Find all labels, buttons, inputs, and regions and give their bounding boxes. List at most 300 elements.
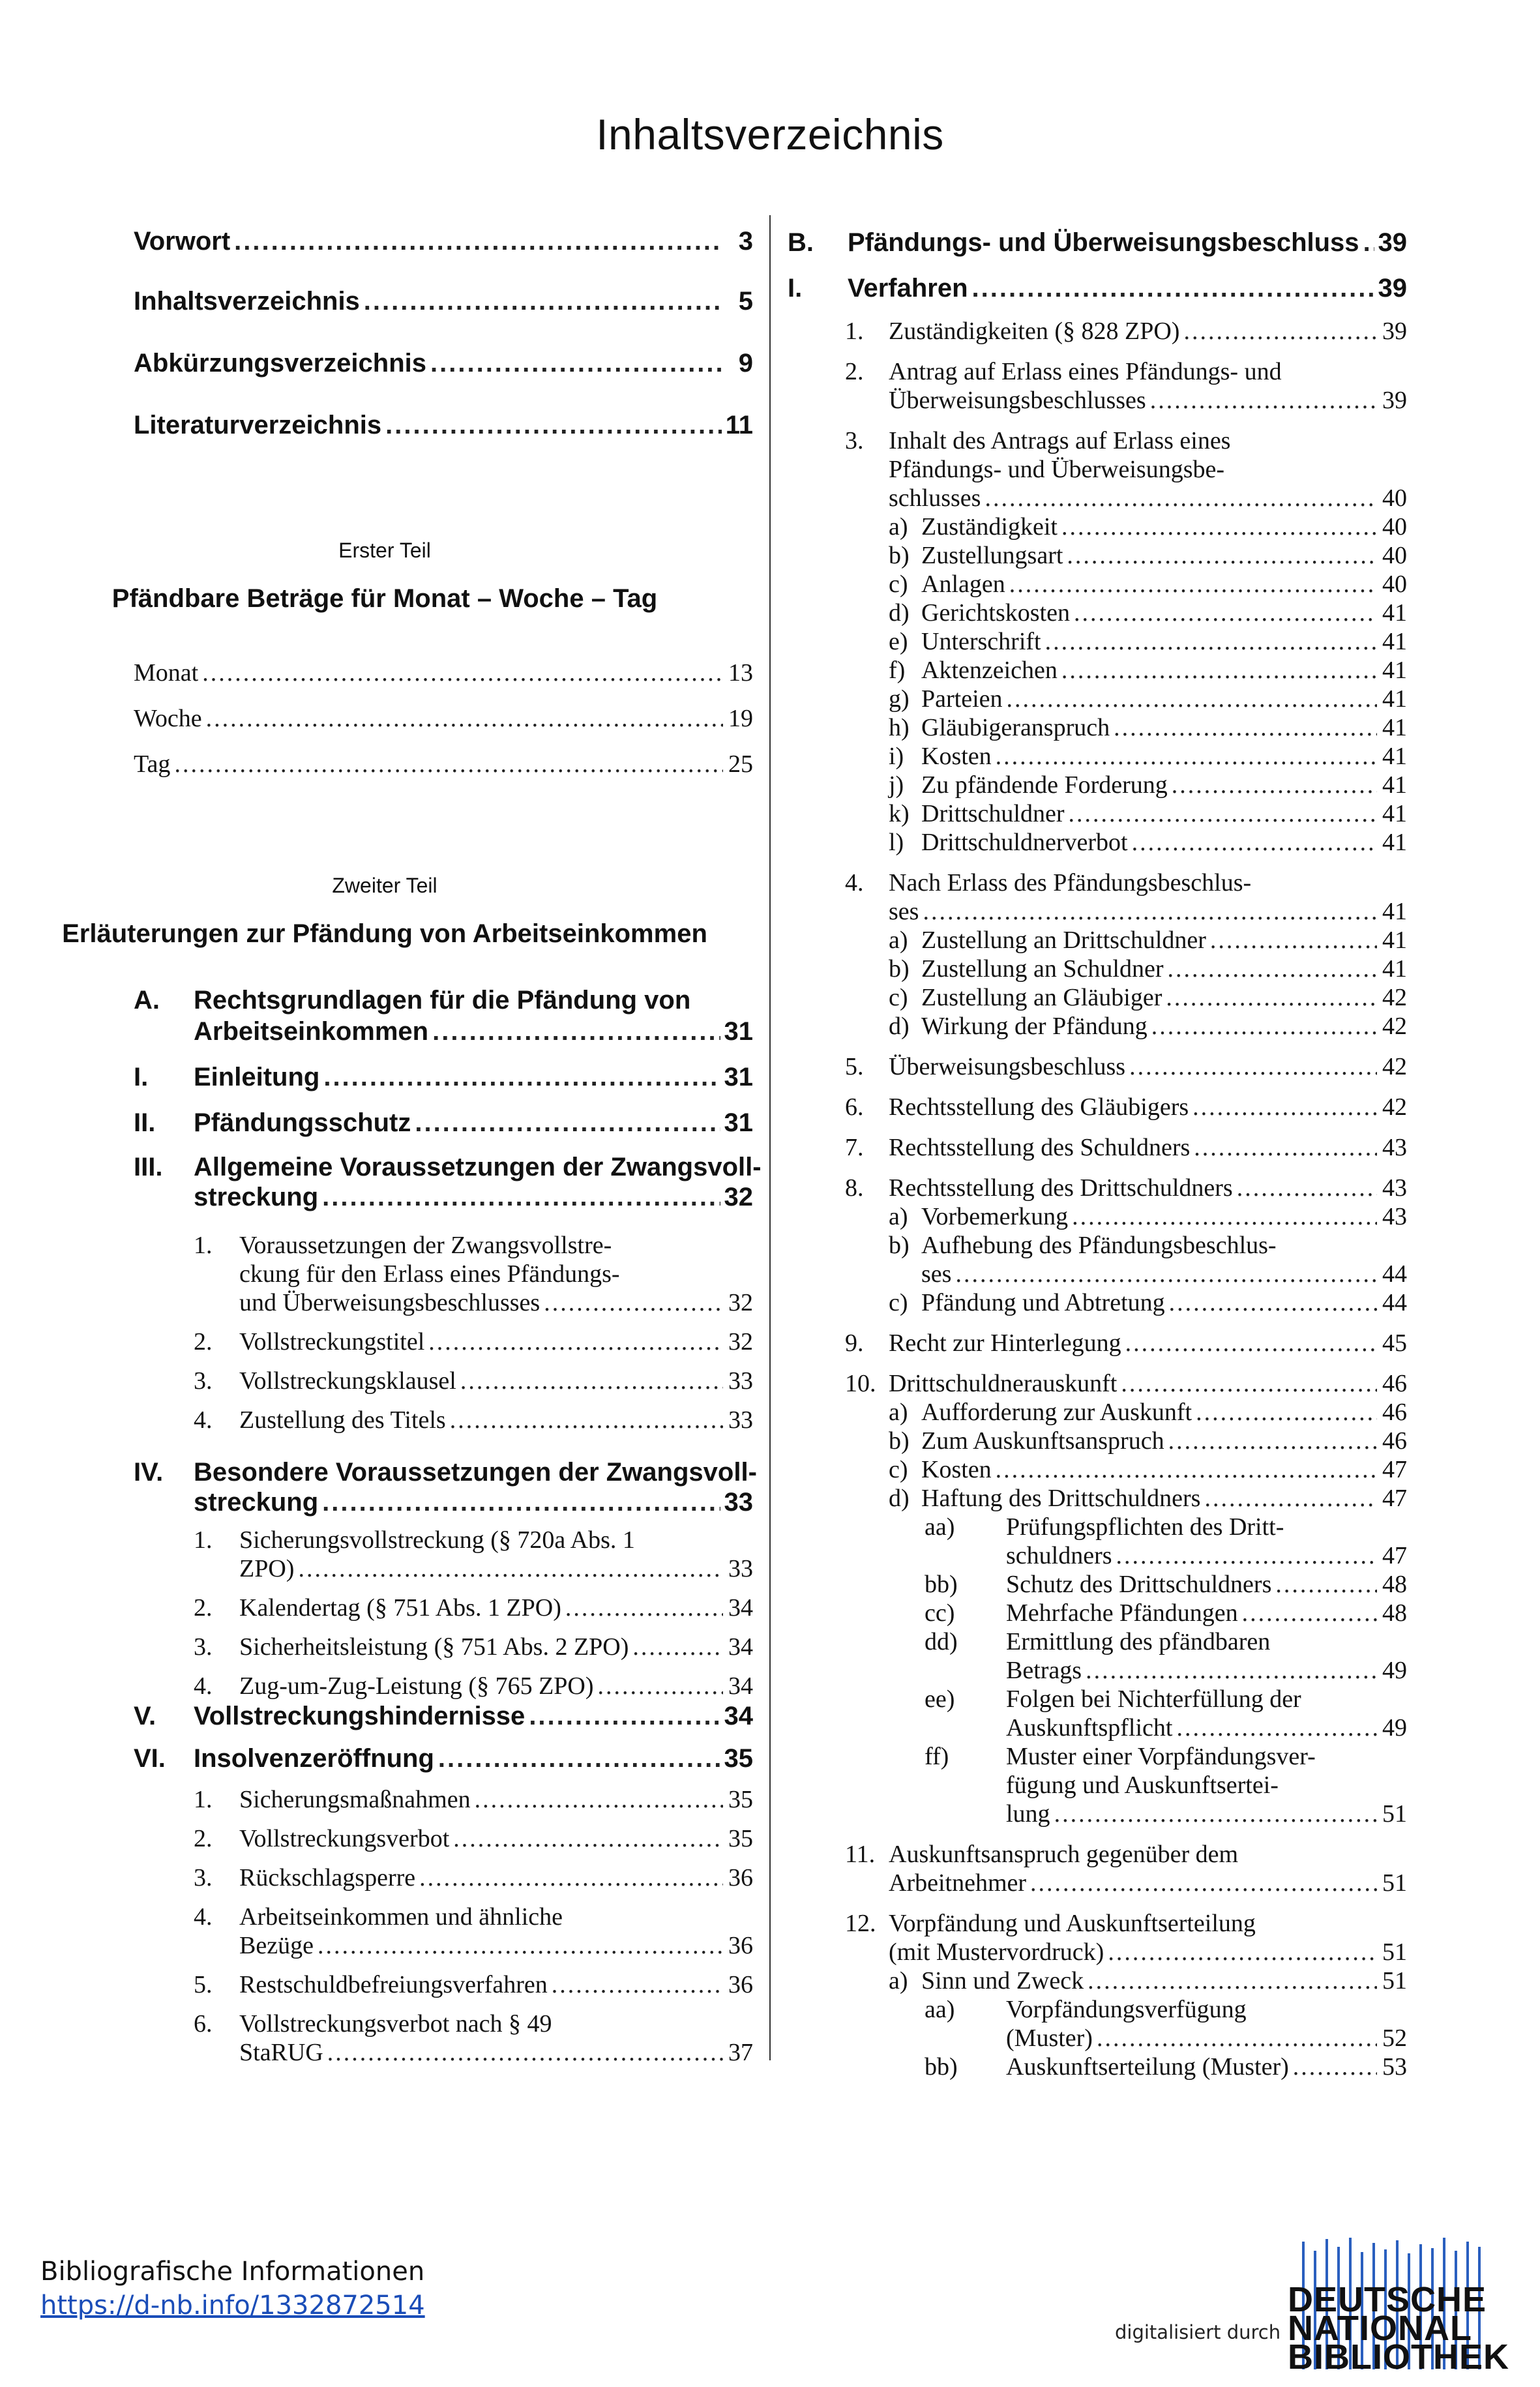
page-number: 36 xyxy=(728,1932,753,1959)
toc-entry-item[interactable] xyxy=(239,1970,753,1999)
subitem-letter: g) xyxy=(889,685,910,713)
entry-title: Sinn und Zweck xyxy=(921,1967,1084,1994)
subitem-letter: b) xyxy=(889,955,910,983)
dot-leader xyxy=(428,1327,723,1356)
toc-entry-subitem[interactable] xyxy=(921,570,1407,599)
page-number: 31 xyxy=(724,1063,753,1091)
subitem-letter: b) xyxy=(889,1427,910,1455)
entry-title: Betrags xyxy=(1006,1657,1082,1684)
item-number: 3. xyxy=(194,1367,213,1395)
toc-entry-section[interactable] xyxy=(194,1108,753,1138)
entry-title: Abkürzungsverzeichnis xyxy=(134,349,427,378)
subitem-letter: b) xyxy=(889,1232,910,1259)
dot-leader xyxy=(955,1260,1377,1288)
toc-entry-item[interactable] xyxy=(889,1938,1407,1966)
entry-title: Monat xyxy=(134,659,199,687)
dot-leader xyxy=(430,349,723,378)
entry-title: Parteien xyxy=(921,685,1003,713)
dot-leader xyxy=(552,1970,723,1999)
dot-leader xyxy=(1061,512,1377,541)
entry-title: Arbeitseinkommen xyxy=(194,1017,429,1046)
toc-entry-item[interactable] xyxy=(889,386,1407,415)
toc-entry-subitem[interactable] xyxy=(921,1427,1407,1455)
dot-leader xyxy=(1045,627,1377,656)
page-number: 5 xyxy=(738,287,753,316)
dnb-logo-line1: DEUTSCHE xyxy=(1288,2280,1487,2319)
toc-entry-part1[interactable] xyxy=(134,704,753,733)
part2-title: Erläuterungen zur Pfändung von Arbeitseinkommen xyxy=(62,919,707,948)
item-number: 6. xyxy=(845,1093,864,1121)
subsubitem-title-line: Prüfungspflichten des Dritt- xyxy=(1006,1513,1284,1541)
entry-title: Kosten xyxy=(921,743,992,770)
entry-title: Einleitung xyxy=(194,1063,320,1091)
entry-title: Inhaltsverzeichnis xyxy=(134,287,360,316)
toc-entry-subitem[interactable] xyxy=(921,799,1407,828)
dot-leader xyxy=(415,1108,720,1138)
section-title-line: Allgemeine Voraussetzungen der Zwangsvoll- xyxy=(194,1153,762,1181)
dnb-logo-line2: NATIONAL xyxy=(1288,2309,1472,2348)
toc-entry-section[interactable] xyxy=(848,274,1407,303)
entry-title: Aktenzeichen xyxy=(921,657,1058,684)
entry-title: streckung xyxy=(194,1488,319,1517)
toc-entry-subsubitem[interactable] xyxy=(1006,1656,1407,1685)
subsubitem-title-line: Folgen bei Nichterfüllung der xyxy=(1006,1685,1301,1713)
subitem-letter: i) xyxy=(889,743,904,770)
page-number: 13 xyxy=(728,659,753,687)
entry-title: Rechtsstellung des Drittschuldners xyxy=(889,1174,1233,1202)
digitized-by-label: digitalisiert durch xyxy=(1115,2321,1281,2343)
toc-entry-subsubitem[interactable] xyxy=(1006,1800,1407,1828)
dot-leader xyxy=(996,742,1377,771)
page-number: 25 xyxy=(728,750,753,778)
page-number: 36 xyxy=(728,1864,753,1891)
page-number: 51 xyxy=(1382,1869,1407,1897)
toc-entry-subitem[interactable] xyxy=(921,1455,1407,1484)
toc-entry-item[interactable] xyxy=(889,1329,1407,1357)
toc-entry-item[interactable] xyxy=(889,1174,1407,1202)
page-number: 42 xyxy=(1382,1013,1407,1040)
subitem-letter: a) xyxy=(889,927,908,954)
item-title-line: Nach Erlass des Pfändungsbeschlus- xyxy=(889,869,1252,897)
dot-leader xyxy=(985,484,1377,512)
section-number: I. xyxy=(788,274,803,303)
toc-entry-subitem[interactable] xyxy=(921,742,1407,771)
dot-leader xyxy=(453,1824,723,1853)
entry-title: Pfändungsschutz xyxy=(194,1108,411,1137)
item-number: 4. xyxy=(194,1672,213,1700)
toc-entry-item[interactable] xyxy=(889,897,1407,926)
dot-leader xyxy=(323,1063,720,1092)
item-title-line: ckung für den Erlass eines Pfändungs- xyxy=(239,1260,620,1288)
toc-entry-subsubitem[interactable] xyxy=(1006,2024,1407,2053)
entry-title: Zu pfändende Forderung xyxy=(921,771,1168,799)
toc-entry-subsubitem[interactable] xyxy=(1006,1599,1407,1627)
toc-entry-subitem[interactable] xyxy=(921,1398,1407,1427)
dnb-logo-line3: BIBLIOTHEK xyxy=(1288,2337,1509,2377)
entry-title: Arbeitnehmer xyxy=(889,1869,1027,1897)
subsubitem-title-line: Muster einer Vorpfändungsver- xyxy=(1006,1743,1316,1770)
page-number: 45 xyxy=(1382,1329,1407,1357)
toc-entry-front[interactable] xyxy=(134,411,753,440)
entry-title: Rückschlagsperre xyxy=(239,1864,416,1891)
page-number: 44 xyxy=(1382,1289,1407,1316)
toc-entry-subsubitem[interactable] xyxy=(1006,1570,1407,1599)
page-number: 42 xyxy=(1382,1093,1407,1121)
toc-entry-part1[interactable] xyxy=(134,659,753,687)
dot-leader xyxy=(475,1785,723,1814)
dot-leader xyxy=(327,2038,723,2067)
dot-leader xyxy=(1169,1288,1377,1317)
subitem-letter: a) xyxy=(889,1967,908,1994)
dot-leader xyxy=(1067,541,1377,570)
subitem-title-line: Aufhebung des Pfändungsbeschlus- xyxy=(921,1232,1277,1259)
entry-title: Vollstreckungshindernisse xyxy=(194,1702,526,1730)
toc-entry-item[interactable] xyxy=(239,1863,753,1892)
subsubitem-title-line: Ermittlung des pfändbaren xyxy=(1006,1628,1271,1655)
page-number: 49 xyxy=(1382,1714,1407,1742)
page-number: 39 xyxy=(1382,318,1407,345)
toc-entry-item[interactable] xyxy=(239,1327,753,1356)
entry-title: Gläubigeranspruch xyxy=(921,714,1110,741)
column-divider xyxy=(769,215,771,2060)
subsubitem-label: bb) xyxy=(925,2053,958,2081)
entry-title: Gerichtskosten xyxy=(921,599,1070,627)
toc-entry-subitem[interactable] xyxy=(921,771,1407,799)
subitem-letter: a) xyxy=(889,513,908,541)
toc-entry-front[interactable] xyxy=(134,349,753,378)
page-number: 34 xyxy=(728,1594,753,1622)
section-number: A. xyxy=(134,986,160,1015)
subitem-letter: e) xyxy=(889,628,908,655)
item-number: 3. xyxy=(194,1633,213,1661)
section-number: B. xyxy=(788,228,814,257)
dot-leader xyxy=(432,1017,720,1046)
toc-entry-section[interactable] xyxy=(194,1063,753,1092)
page-number: 32 xyxy=(724,1183,753,1211)
dot-leader xyxy=(1121,1369,1377,1398)
dot-leader xyxy=(1237,1174,1377,1202)
page-number: 3 xyxy=(738,227,753,256)
page-number: 32 xyxy=(728,1328,753,1356)
toc-entry-item[interactable] xyxy=(889,317,1407,346)
item-number: 4. xyxy=(194,1903,213,1931)
toc-entry-item[interactable] xyxy=(239,1931,753,1960)
toc-entry-item[interactable] xyxy=(239,1594,753,1622)
dot-leader xyxy=(364,287,723,316)
item-number: 9. xyxy=(845,1329,864,1357)
entry-title: Literaturverzeichnis xyxy=(134,411,382,439)
entry-title: Anlagen xyxy=(921,571,1005,598)
dot-leader xyxy=(565,1594,723,1622)
dot-leader xyxy=(1172,771,1377,799)
toc-entry-subitem[interactable] xyxy=(921,983,1407,1012)
entry-title: Zustellung an Drittschuldner xyxy=(921,927,1206,954)
toc-entry-item[interactable] xyxy=(889,484,1407,512)
toc-entry-front[interactable] xyxy=(134,227,753,256)
subitem-letter: j) xyxy=(889,771,904,799)
dot-leader xyxy=(174,750,723,778)
entry-title: StaRUG xyxy=(239,2039,323,2066)
section-number: V. xyxy=(134,1702,156,1730)
page-number: 41 xyxy=(1382,771,1407,799)
page-number: 41 xyxy=(1382,599,1407,627)
toc-entry-subitem[interactable] xyxy=(921,828,1407,857)
dot-leader xyxy=(1183,317,1377,346)
item-title-line: Vorpfändung und Auskunftserteilung xyxy=(889,1910,1256,1937)
toc-entry-item[interactable] xyxy=(239,2038,753,2067)
item-title-line: Antrag auf Erlass eines Pfändungs- und xyxy=(889,358,1282,385)
entry-title: Vollstreckungsklausel xyxy=(239,1367,456,1395)
dot-leader xyxy=(460,1367,723,1395)
toc-entry-item[interactable] xyxy=(239,1406,753,1434)
item-number: 8. xyxy=(845,1174,864,1202)
dot-leader xyxy=(1086,1656,1377,1685)
subsubitem-label: aa) xyxy=(925,1996,955,2023)
entry-title: Vorwort xyxy=(134,227,231,256)
dot-leader xyxy=(1168,1427,1377,1455)
toc-entry-item[interactable] xyxy=(889,1369,1407,1398)
toc-entry-item[interactable] xyxy=(239,1672,753,1700)
dot-leader xyxy=(234,227,723,256)
subsubitem-title-line: fügung und Auskunftsertei- xyxy=(1006,1772,1279,1799)
toc-entry-part1[interactable] xyxy=(134,750,753,778)
item-number: 1. xyxy=(194,1526,213,1554)
toc-entry-subitem[interactable] xyxy=(921,599,1407,627)
item-number: 1. xyxy=(194,1232,213,1259)
toc-entry-subitem[interactable] xyxy=(921,1484,1407,1513)
section-number: III. xyxy=(134,1153,163,1181)
page-number: 41 xyxy=(1382,714,1407,741)
toc-entry-subitem[interactable] xyxy=(921,1012,1407,1041)
toc-entry-section[interactable] xyxy=(848,228,1407,258)
dnb-logo xyxy=(1288,2238,1509,2377)
page-number: 40 xyxy=(1382,484,1407,512)
dot-leader xyxy=(1204,1484,1377,1513)
entry-title: Verfahren xyxy=(848,274,968,303)
page-number: 53 xyxy=(1382,2053,1407,2081)
page-number: 52 xyxy=(1382,2024,1407,2052)
page-number: 11 xyxy=(725,411,753,439)
dot-leader xyxy=(1194,1133,1377,1162)
toc-entry-item[interactable] xyxy=(239,1288,753,1317)
dot-leader xyxy=(322,1488,720,1517)
toc-entry-subitem[interactable] xyxy=(921,955,1407,983)
item-number: 4. xyxy=(194,1406,213,1434)
subitem-letter: l) xyxy=(889,829,904,856)
entry-title: ses xyxy=(889,898,919,925)
item-title-line: Pfändungs- und Überweisungsbe- xyxy=(889,456,1225,483)
entry-title: Drittschuldner xyxy=(921,800,1065,827)
part2-kicker: Zweiter Teil xyxy=(332,874,437,897)
dot-leader xyxy=(1116,1541,1377,1570)
dot-leader xyxy=(996,1455,1377,1484)
entry-title: Wirkung der Pfändung xyxy=(921,1013,1148,1040)
page-number: 41 xyxy=(1382,628,1407,655)
section-title-line: Besondere Voraussetzungen der Zwangsvoll- xyxy=(194,1458,757,1487)
item-number: 5. xyxy=(194,1971,213,1998)
page-number: 32 xyxy=(728,1289,753,1316)
page-number: 42 xyxy=(1382,1053,1407,1080)
entry-title: Sicherungsmaßnahmen xyxy=(239,1786,471,1813)
toc-entry-subitem[interactable] xyxy=(921,627,1407,656)
entry-title: Sicherheitsleistung (§ 751 Abs. 2 ZPO) xyxy=(239,1633,629,1661)
section-number: I. xyxy=(134,1063,149,1091)
dot-leader xyxy=(1150,386,1377,415)
dot-leader xyxy=(1097,2024,1377,2053)
subitem-letter: d) xyxy=(889,599,910,627)
subsubitem-label: aa) xyxy=(925,1513,955,1541)
dot-leader xyxy=(298,1554,723,1583)
entry-title: Aufforderung zur Auskunft xyxy=(921,1399,1192,1426)
item-number: 2. xyxy=(194,1328,213,1356)
page-number: 47 xyxy=(1382,1485,1407,1512)
item-number: 3. xyxy=(845,427,864,454)
entry-title: Auskunftserteilung (Muster) xyxy=(1006,2053,1289,2081)
toc-entry-subitem[interactable] xyxy=(921,512,1407,541)
toc-entry-subitem[interactable] xyxy=(921,1202,1407,1231)
entry-title: Zug-um-Zug-Leistung (§ 765 ZPO) xyxy=(239,1672,594,1700)
dot-leader xyxy=(1151,1012,1377,1041)
entry-title: Vorbemerkung xyxy=(921,1203,1069,1230)
toc-entry-item[interactable] xyxy=(889,1133,1407,1162)
dot-leader xyxy=(322,1183,720,1212)
entry-title: Kosten xyxy=(921,1456,992,1483)
toc-entry-item[interactable] xyxy=(889,1052,1407,1081)
entry-title: Zum Auskunftsanspruch xyxy=(921,1427,1164,1455)
section-number: VI. xyxy=(134,1744,166,1773)
entry-title: (mit Mustervordruck) xyxy=(889,1938,1104,1966)
page-number: 33 xyxy=(728,1367,753,1395)
dot-leader xyxy=(598,1672,723,1700)
subitem-letter: c) xyxy=(889,1456,908,1483)
page-number: 39 xyxy=(1378,274,1407,303)
dot-leader xyxy=(1108,1938,1377,1966)
dot-leader xyxy=(1129,1052,1377,1081)
subitem-letter: k) xyxy=(889,800,910,827)
toc-entry-item[interactable] xyxy=(239,1554,753,1583)
section-number: II. xyxy=(134,1108,156,1137)
toc-entry-subitem[interactable] xyxy=(921,1260,1407,1288)
toc-entry-section[interactable] xyxy=(194,1183,753,1212)
subsubitem-title-line: Vorpfändungsverfügung xyxy=(1006,1996,1247,2023)
dot-leader xyxy=(972,274,1374,303)
item-number: 4. xyxy=(845,869,864,897)
toc-entry-subitem[interactable] xyxy=(921,1288,1407,1317)
toc-entry-section[interactable] xyxy=(194,1017,753,1046)
toc-entry-section[interactable] xyxy=(194,1488,753,1517)
entry-title: streckung xyxy=(194,1183,319,1211)
page-number: 41 xyxy=(1382,829,1407,856)
dot-leader xyxy=(419,1863,723,1892)
toc-entry-item[interactable] xyxy=(239,1824,753,1853)
page-number: 48 xyxy=(1382,1571,1407,1598)
entry-title: Pfändungs- und Überweisungsbeschluss xyxy=(848,228,1359,257)
toc-entry-subitem[interactable] xyxy=(921,713,1407,742)
toc-entry-subitem[interactable] xyxy=(921,1966,1407,1995)
dot-leader xyxy=(385,411,722,440)
entry-title: Mehrfache Pfändungen xyxy=(1006,1599,1238,1627)
subsubitem-label: cc) xyxy=(925,1599,955,1627)
entry-title: Pfändung und Abtretung xyxy=(921,1289,1165,1316)
dot-leader xyxy=(450,1406,723,1434)
dot-leader xyxy=(1125,1329,1377,1357)
dot-leader xyxy=(1114,713,1377,742)
toc-entry-item[interactable] xyxy=(239,1785,753,1814)
toc-entry-item[interactable] xyxy=(889,1869,1407,1897)
section-title-line: Rechtsgrundlagen für die Pfändung von xyxy=(194,986,691,1015)
toc-entry-front[interactable] xyxy=(134,287,753,316)
page-number: 47 xyxy=(1382,1456,1407,1483)
bibliographic-info xyxy=(40,2255,425,2322)
page-number: 47 xyxy=(1382,1542,1407,1569)
page-number: 46 xyxy=(1382,1427,1407,1455)
page-number: 43 xyxy=(1382,1203,1407,1230)
item-title-line: Sicherungsvollstreckung (§ 720a Abs. 1 xyxy=(239,1526,635,1554)
item-number: 6. xyxy=(194,2010,213,2038)
item-number: 10. xyxy=(845,1370,876,1397)
item-title-line: Arbeitseinkommen und ähnliche xyxy=(239,1903,563,1931)
page-number: 33 xyxy=(728,1406,753,1434)
dot-leader xyxy=(1072,1202,1377,1231)
toc-entry-subsubitem[interactable] xyxy=(1006,1541,1407,1570)
item-title-line: Auskunftsanspruch gegenüber dem xyxy=(889,1841,1239,1868)
toc-entry-subsubitem[interactable] xyxy=(1006,1713,1407,1742)
subitem-letter: f) xyxy=(889,657,906,684)
toc-entry-subitem[interactable] xyxy=(921,685,1407,713)
page-number: 46 xyxy=(1382,1370,1407,1397)
page-number: 41 xyxy=(1382,685,1407,713)
page-number: 35 xyxy=(724,1744,753,1773)
toc-entry-item[interactable] xyxy=(239,1633,753,1661)
toc-entry-item[interactable] xyxy=(889,1093,1407,1121)
toc-entry-section[interactable] xyxy=(194,1702,753,1731)
item-number: 11. xyxy=(845,1841,876,1868)
subsubitem-label: ff) xyxy=(925,1743,949,1770)
bibliographic-link[interactable]: https://d-nb.info/1332872514 xyxy=(40,2291,425,2320)
toc-entry-subsubitem[interactable] xyxy=(1006,2053,1407,2081)
entry-title: Zustellung an Schuldner xyxy=(921,955,1164,983)
subitem-letter: c) xyxy=(889,1289,908,1316)
entry-title: Drittschuldnerverbot xyxy=(921,829,1128,856)
toc-entry-subitem[interactable] xyxy=(921,656,1407,685)
dot-leader xyxy=(1166,983,1377,1012)
entry-title: Haftung des Drittschuldners xyxy=(921,1485,1201,1512)
entry-title: Zustellung des Titels xyxy=(239,1406,446,1434)
page-number: 39 xyxy=(1382,387,1407,414)
subitem-letter: d) xyxy=(889,1485,910,1512)
page-number: 41 xyxy=(1382,743,1407,770)
page-number: 40 xyxy=(1382,542,1407,569)
toc-entry-item[interactable] xyxy=(239,1367,753,1395)
toc-entry-subitem[interactable] xyxy=(921,926,1407,955)
dot-leader xyxy=(1009,570,1377,599)
entry-title: Woche xyxy=(134,705,202,732)
toc-entry-section[interactable] xyxy=(194,1744,753,1773)
entry-title: lung xyxy=(1006,1800,1050,1828)
item-title-line: Vollstreckungsverbot nach § 49 xyxy=(239,2010,552,2038)
toc-entry-subitem[interactable] xyxy=(921,541,1407,570)
page-number: 34 xyxy=(724,1702,753,1730)
entry-title: Zuständigkeiten (§ 828 ZPO) xyxy=(889,318,1180,345)
dot-leader xyxy=(1074,599,1377,627)
page-title: Inhaltsverzeichnis xyxy=(596,110,944,158)
page-number: 35 xyxy=(728,1786,753,1813)
page-number: 41 xyxy=(1382,657,1407,684)
dot-leader xyxy=(206,704,723,733)
entry-title: Insolvenzeröffnung xyxy=(194,1744,434,1773)
entry-title: Unterschrift xyxy=(921,628,1041,655)
dot-leader xyxy=(1132,828,1377,857)
